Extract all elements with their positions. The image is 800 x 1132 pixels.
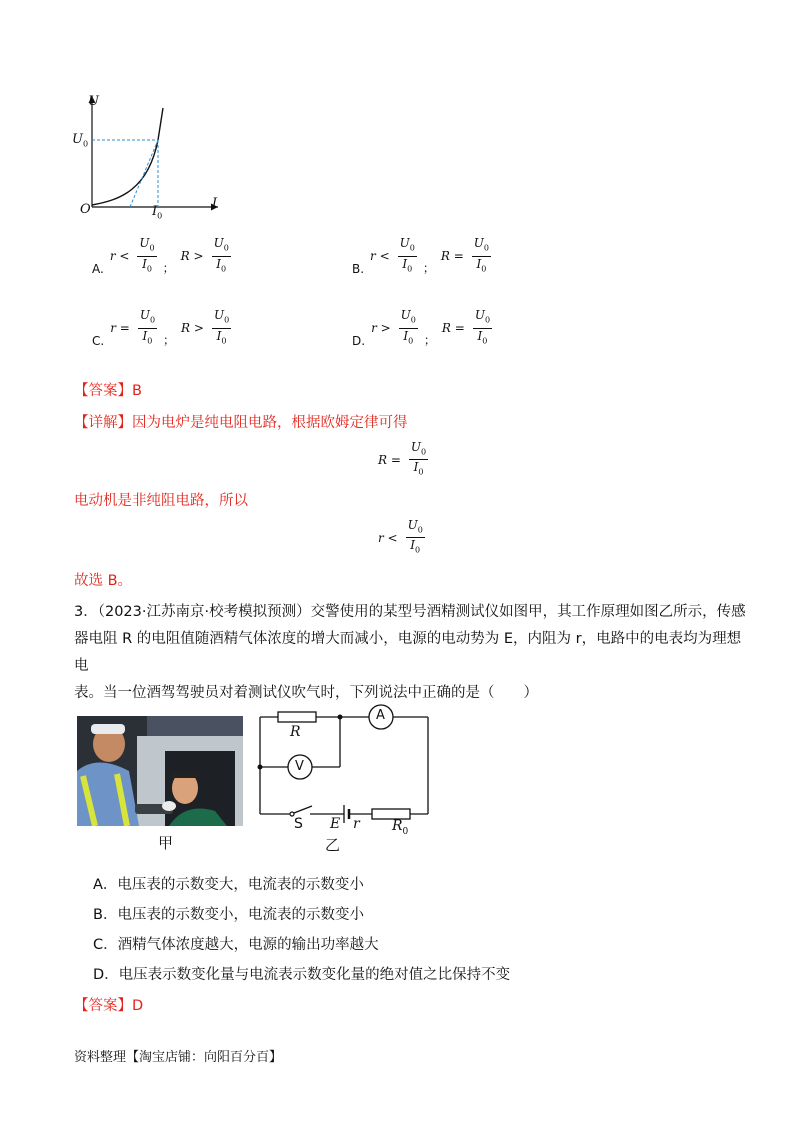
switch-label: S <box>294 816 303 832</box>
q3-option-b: B．电压表的示数变小，电流表的示数变小 <box>93 907 364 923</box>
r0-label: $R_0$ <box>392 818 409 837</box>
origin-label: O <box>80 202 91 217</box>
label-jia: 甲 <box>158 834 174 852</box>
answer-2: 【答案】D <box>74 998 144 1014</box>
q3-option-d: D．电压表示数变化量与电流表示数变化量的绝对值之比保持不变 <box>93 967 511 983</box>
option-a: A. r < $\frac{U_0}{I_0}$ ； R > $\frac{U_0}{I_0}$ <box>92 236 229 276</box>
u0-label: $U_0$ <box>72 132 89 149</box>
axis-y-label: U <box>88 94 99 109</box>
breathalyzer-photo <box>77 716 243 826</box>
choose-text: 故选 B。 <box>74 573 133 589</box>
answer-1: 【答案】B <box>74 383 142 399</box>
option-d: D. r > $\frac{U_0}{I_0}$ ； R = $\frac{U_0}{I_0}$ <box>352 308 491 348</box>
question-3: 3．（2023·江苏南京·校考模拟预测）交警使用的某型号酒精测试仪如图甲，其工作原理如图乙所示，传感 器电阻 R 的电阻值随酒精气体浓度的增大而减小，电源的电动势为 E，内阻为 r，电路中的电表均为理想电 表。当一位酒驾驾驶员对着测试仪吹气时，下列说法中正确的是（ ） <box>74 604 746 701</box>
option-c: C. r = $\frac{U_0}{I_0}$ ； R > $\frac{U_0}{I_0}$ <box>92 308 230 348</box>
circuit-label-r-big: R <box>290 724 301 740</box>
ammeter-label: A <box>376 708 385 723</box>
internal-r-label: r <box>353 816 360 832</box>
i0-label: $I_0$ <box>152 204 163 221</box>
u-i-graph <box>70 92 230 227</box>
axis-x-label: I <box>212 196 218 211</box>
label-yi: 乙 <box>325 836 341 854</box>
circuit-diagram <box>250 702 440 830</box>
q3-option-a: A．电压表的示数变大，电流表的示数变小 <box>93 877 364 893</box>
q3-option-c: C．酒精气体浓度越大，电源的输出功率越大 <box>93 937 379 953</box>
equation-r: R = $\frac{U_0}{I_0}$ <box>378 440 427 477</box>
emf-label: E <box>330 816 341 832</box>
option-b: B. r < $\frac{U_0}{I_0}$ ； R = $\frac{U_0}{I_0}$ <box>352 236 490 276</box>
motor-text: 电动机是非纯阻电路，所以 <box>74 493 248 509</box>
footer: 资料整理【淘宝店铺：向阳百分百】 <box>74 1050 283 1065</box>
detail: 【详解】因为电炉是纯电阻电路，根据欧姆定律可得 <box>74 415 408 431</box>
voltmeter-label: V <box>295 759 304 774</box>
equation-small-r: r < $\frac{U_0}{I_0}$ <box>378 518 423 555</box>
